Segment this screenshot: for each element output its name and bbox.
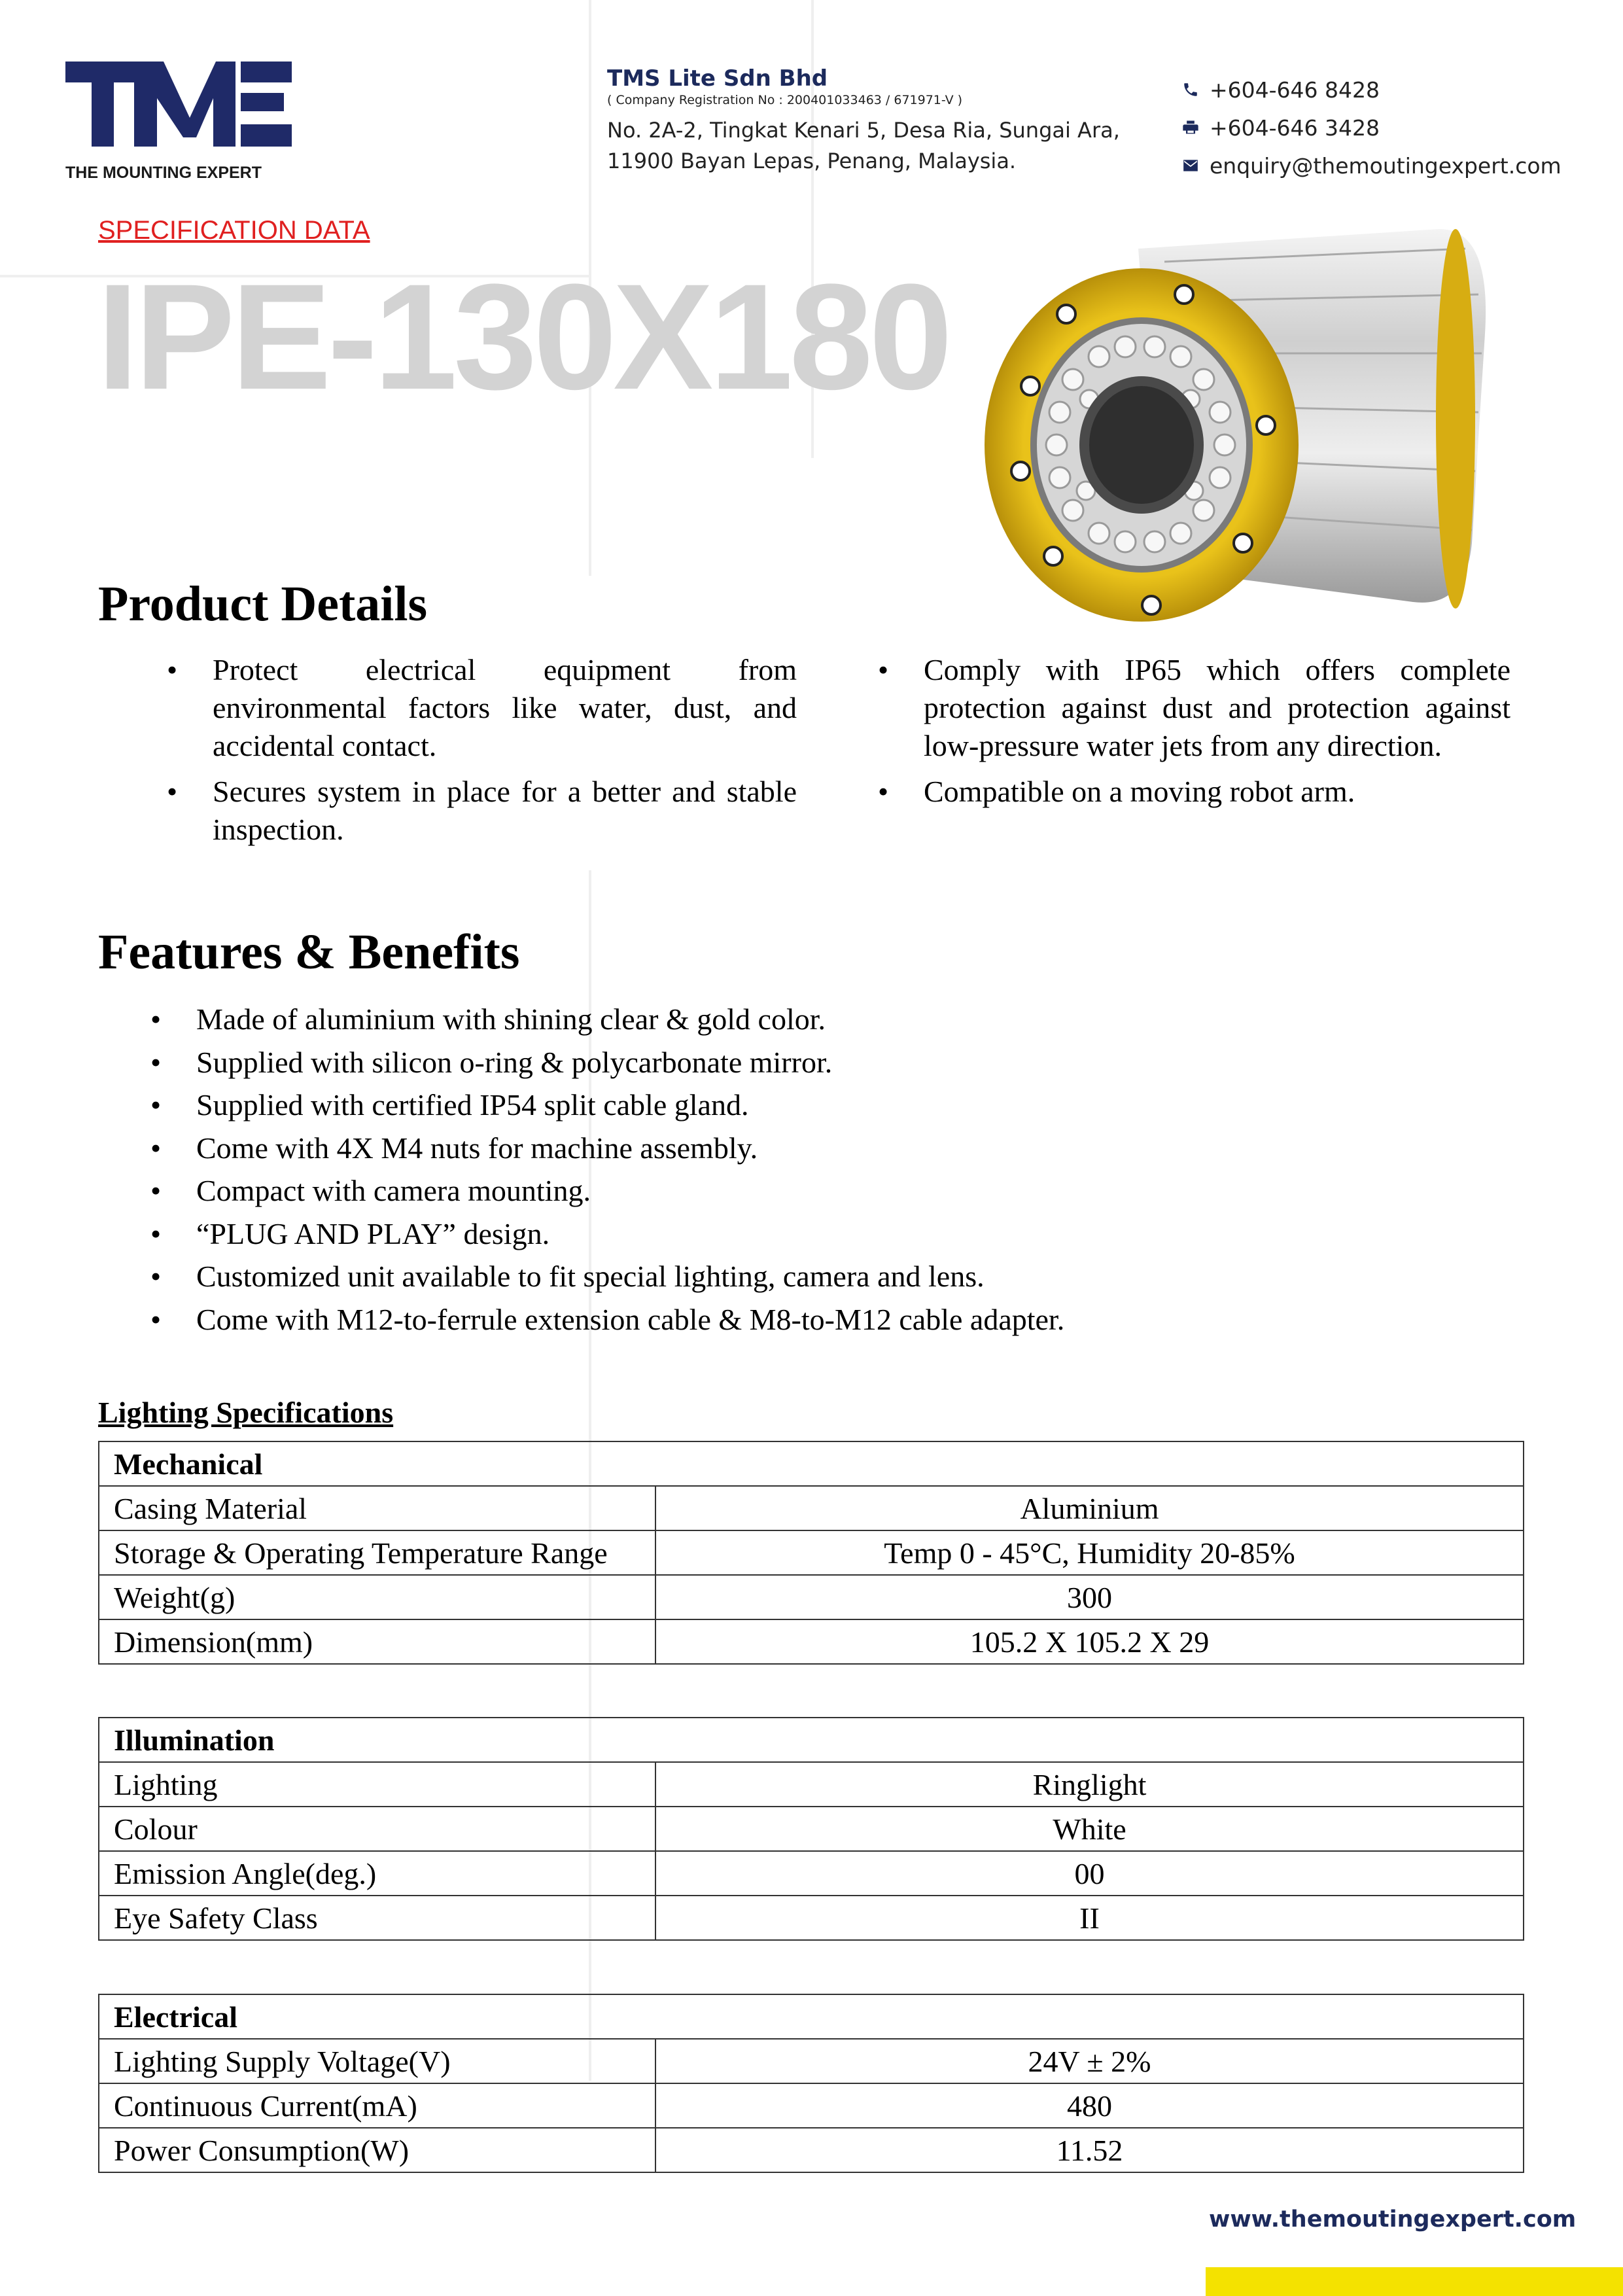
bullet-icon: •: [150, 1002, 162, 1036]
table-cell-value: Aluminium: [655, 1486, 1524, 1530]
bullet-icon: •: [150, 1088, 162, 1122]
table-cell-value: White: [655, 1807, 1524, 1851]
table-row: [99, 1851, 1524, 1896]
table-cell-label: Dimension(mm): [99, 1619, 655, 1664]
company-info: [607, 65, 1120, 177]
table-header-row: [99, 1718, 1524, 1762]
electrical-table: [98, 1994, 1524, 2173]
model-number: IPE-130X180: [97, 253, 949, 421]
company-name: TMS Lite Sdn Bhd: [607, 65, 828, 92]
table-cell-label: Lighting Supply Voltage(V): [99, 2039, 655, 2083]
mail-icon: [1179, 154, 1202, 177]
table-row: [99, 1762, 1524, 1807]
table-cell-value: 300: [655, 1575, 1524, 1619]
contact-phone: [1179, 71, 1562, 109]
list-item: • “PLUG AND PLAY” design.: [196, 1212, 1064, 1256]
company-registration: ( Company Registration No : 200401033463 / 671971-V ): [607, 93, 963, 107]
product-details-left: [167, 651, 797, 857]
list-item: • Customized unit available to fit special lighting, camera and lens.: [196, 1255, 1064, 1298]
product-image: [968, 203, 1498, 648]
table-cell-label: Emission Angle(deg.): [99, 1851, 655, 1896]
contact-list: [1179, 71, 1562, 185]
bullet-icon: •: [150, 1045, 162, 1079]
phone-icon: [1179, 79, 1202, 101]
list-item: • Made of aluminium with shining clear & gold color.: [196, 998, 1064, 1041]
contact-email: [1179, 147, 1562, 185]
table-heading: Illumination: [99, 1718, 1524, 1762]
bullet-icon: •: [150, 1131, 162, 1165]
table-cell-label: Colour: [99, 1807, 655, 1851]
list-item: • Supplied with certified IP54 split cable gland.: [196, 1084, 1064, 1127]
table-cell-value: II: [655, 1896, 1524, 1940]
list-item: • Protect electrical equipment from environmental factors like water, dust, and accidental contact.: [213, 651, 797, 765]
table-cell-value: 00: [655, 1851, 1524, 1896]
table-row: [99, 2083, 1524, 2128]
logo-tagline: THE MOUNTING EXPERT: [65, 164, 262, 182]
table-row: [99, 2128, 1524, 2172]
table-row: [99, 1619, 1524, 1664]
table-cell-value: 11.52: [655, 2128, 1524, 2172]
table-cell-label: Lighting: [99, 1762, 655, 1807]
table-cell-value: 105.2 X 105.2 X 29: [655, 1619, 1524, 1664]
table-row: [99, 1896, 1524, 1940]
bullet-icon: •: [878, 653, 889, 686]
bullet-icon: •: [150, 1216, 162, 1250]
list-item: • Come with 4X M4 nuts for machine assembly.: [196, 1127, 1064, 1170]
illumination-table: [98, 1717, 1524, 1941]
list-item: • Compact with camera mounting.: [196, 1169, 1064, 1212]
table-cell-label: Weight(g): [99, 1575, 655, 1619]
bullet-icon: •: [167, 653, 178, 686]
features-title: Features & Benefits: [98, 925, 520, 980]
table-heading: Mechanical: [99, 1441, 1524, 1486]
table-cell-label: Continuous Current(mA): [99, 2083, 655, 2128]
bullet-icon: •: [878, 775, 889, 808]
table-cell-value: 24V ± 2%: [655, 2039, 1524, 2083]
list-item: • Come with M12-to-ferrule extension cable & M8-to-M12 cable adapter.: [196, 1298, 1064, 1341]
email-link[interactable]: enquiry@themoutingexpert.com: [1210, 152, 1562, 179]
company-address-line1: No. 2A-2, Tingkat Kenari 5, Desa Ria, Sungai Ara,: [607, 118, 1120, 143]
list-item: • Comply with IP65 which offers complete protection against dust and protection against low-pressure water jets from any direction.: [924, 651, 1510, 765]
list-item: • Secures system in place for a better and stable inspection.: [213, 773, 797, 849]
features-list: [150, 998, 1065, 1341]
bullet-icon: •: [150, 1302, 162, 1336]
table-row: [99, 1575, 1524, 1619]
specification-label: SPECIFICATION DATA: [98, 216, 370, 245]
list-item: • Supplied with silicon o-ring & polycarbonate mirror.: [196, 1041, 1064, 1084]
table-row: [99, 1486, 1524, 1530]
mechanical-table: [98, 1441, 1524, 1665]
product-details-right: [878, 651, 1510, 819]
bullet-icon: •: [167, 775, 178, 808]
table-row: [99, 1530, 1524, 1575]
phone-number[interactable]: +604-646 8428: [1210, 77, 1380, 103]
table-cell-label: Power Consumption(W): [99, 2128, 655, 2172]
website-link[interactable]: www.themoutingexpert.com: [1209, 2206, 1577, 2233]
table-cell-value: Ringlight: [655, 1762, 1524, 1807]
table-cell-label: Storage & Operating Temperature Range: [99, 1530, 655, 1575]
table-row: [99, 1807, 1524, 1851]
table-cell-label: Casing Material: [99, 1486, 655, 1530]
contact-fax: [1179, 109, 1562, 147]
table-row: [99, 2039, 1524, 2083]
company-address-line2: 11900 Bayan Lepas, Penang, Malaysia.: [607, 149, 1017, 173]
bullet-icon: •: [150, 1260, 162, 1293]
lighting-specifications-title: Lighting Specifications: [98, 1396, 394, 1429]
table-cell-value: 480: [655, 2083, 1524, 2128]
table-heading: Electrical: [99, 1994, 1524, 2039]
table-cell-label: Eye Safety Class: [99, 1896, 655, 1940]
footer-accent-bar: [1206, 2267, 1623, 2296]
bullet-icon: •: [150, 1174, 162, 1207]
table-cell-value: Temp 0 - 45°C, Humidity 20-85%: [655, 1530, 1524, 1575]
fax-number: +604-646 3428: [1210, 115, 1380, 141]
fax-icon: [1179, 116, 1202, 139]
product-details-title: Product Details: [98, 576, 428, 631]
list-item: • Compatible on a moving robot arm.: [924, 773, 1510, 811]
table-header-row: [99, 1441, 1524, 1486]
table-header-row: [99, 1994, 1524, 2039]
